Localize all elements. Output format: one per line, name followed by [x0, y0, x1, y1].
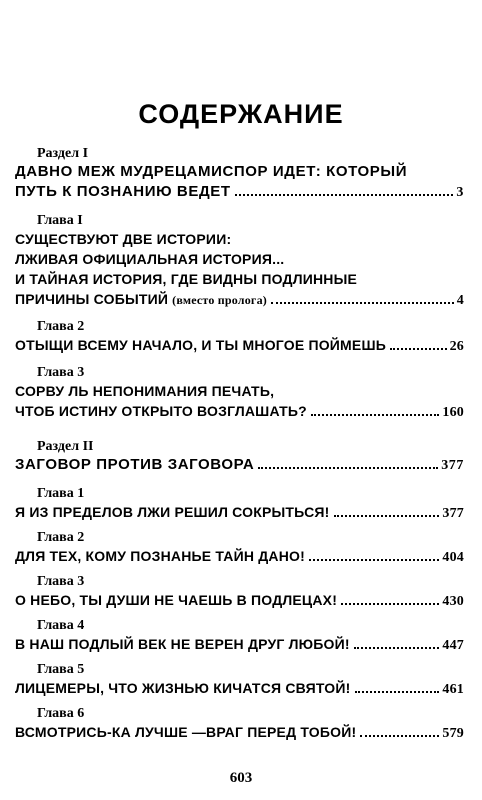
chapter-label: Глава 3: [37, 365, 85, 380]
toc-entry-row: [15, 401, 464, 423]
toc-entry-title-line: ДАВНО МЕЖ МУДРЕЦАМИСПОР ИДЕТ: КОТОРЫЙ: [15, 163, 408, 180]
toc-entry-row: [15, 546, 464, 568]
dot-leader: [271, 302, 454, 304]
toc-entry-title-line: В НАШ ПОДЛЫЙ ВЕК НЕ ВЕРЕН ДРУГ ЛЮБОЙ!: [15, 636, 350, 652]
page-ref: 579: [442, 726, 464, 741]
dot-leader: [309, 559, 439, 561]
toc-chapter-s2-6: [15, 706, 464, 744]
section-label: Раздел II: [37, 439, 94, 454]
dot-leader: [235, 194, 454, 196]
dot-leader: [390, 348, 447, 350]
toc-section-1: [15, 146, 464, 203]
chapter-label: Глава 2: [37, 530, 85, 545]
toc-chapter-1: [15, 213, 464, 311]
page-number: 603: [229, 770, 253, 786]
toc-entry-title-line: И ТАЙНАЯ ИСТОРИЯ, ГДЕ ВИДНЫ ПОДЛИННЫЕ: [15, 271, 358, 287]
toc-entry-row: [15, 590, 464, 612]
toc-entry-title-line: О НЕБО, ТЫ ДУШИ НЕ ЧАЕШЬ В ПОДЛЕЦАХ!: [15, 592, 338, 608]
dot-leader: [341, 603, 439, 605]
toc-entry-title-line: СУЩЕСТВУЮТ ДВЕ ИСТОРИИ:: [15, 231, 232, 247]
dot-leader: [258, 467, 438, 469]
page-ref: 404: [442, 550, 464, 565]
toc-entry-row: [15, 722, 464, 744]
dot-leader: [311, 414, 440, 416]
toc-entry-row: [15, 634, 464, 656]
toc-entry-row: [15, 455, 464, 476]
page-ref: 377: [441, 458, 464, 473]
toc-chapter-s2-3: [15, 574, 464, 612]
toc-entry-title-line: Я ИЗ ПРЕДЕЛОВ ЛЖИ РЕШИЛ СОКРЫТЬСЯ!: [15, 504, 330, 520]
dot-leader: [360, 735, 439, 737]
page-ref: 160: [442, 405, 464, 420]
chapter-label: Глава 5: [37, 662, 85, 677]
toc-chapter-2: [15, 319, 464, 357]
page-ref: 377: [442, 506, 464, 521]
toc-entry-title-line: ОТЫЩИ ВСЕМУ НАЧАЛО, И ТЫ МНОГОЕ ПОЙМЕШЬ: [15, 337, 386, 353]
page-ref: 4: [456, 293, 464, 308]
dot-leader: [354, 647, 440, 649]
toc-entry-title-line: ЛЖИВАЯ ОФИЦИАЛЬНАЯ ИСТОРИЯ...: [15, 251, 285, 267]
page-ref: 26: [449, 339, 464, 354]
chapter-label: Глава 3: [37, 574, 85, 589]
toc-entry-row: [15, 335, 464, 357]
page-title: СОДЕРЖАНИЕ: [138, 99, 344, 129]
toc-entry-title-line: ПРИЧИНЫ СОБЫТИЙ: [15, 291, 169, 307]
toc-entry-title-line: ЛИЦЕМЕРЫ, ЧТО ЖИЗНЬЮ КИЧАТСЯ СВЯТОЙ!: [15, 680, 351, 696]
toc-entry-title-line: ДЛЯ ТЕХ, КОМУ ПОЗНАНЬЕ ТАЙН ДАНО!: [15, 548, 305, 564]
page-ref: 3: [456, 185, 464, 200]
chapter-label: Глава 1: [37, 486, 85, 501]
toc-entry-row: [15, 678, 464, 700]
toc-entry-row: [15, 502, 464, 524]
toc-entry-row: [15, 289, 464, 311]
dot-leader: [355, 691, 440, 693]
chapter-label: Глава I: [37, 213, 83, 228]
table-of-contents: [15, 146, 464, 744]
toc-entry-row: [15, 182, 464, 203]
toc-entry-title-line: ЗАГОВОР ПРОТИВ ЗАГОВОРА: [15, 456, 255, 473]
toc-chapter-s2-2: [15, 530, 464, 568]
section-label: Раздел I: [37, 146, 89, 161]
chapter-label: Глава 6: [37, 706, 85, 721]
chapter-label: Глава 2: [37, 319, 85, 334]
toc-section-2: [15, 439, 464, 476]
toc-entry-title-line: ПУТЬ К ПОЗНАНИЮ ВЕДЕТ: [15, 183, 231, 200]
chapter-label: Глава 4: [37, 618, 85, 633]
toc-entry-title-line: ВСМОТРИСЬ-КА ЛУЧШЕ —ВРАГ ПЕРЕД ТОБОЙ!: [15, 724, 357, 740]
toc-chapter-s2-4: [15, 618, 464, 656]
page-ref: 430: [442, 594, 464, 609]
toc-entry-note: (вместо пролога): [172, 293, 267, 307]
page-ref: 461: [442, 682, 464, 697]
toc-chapter-s2-1: [15, 486, 464, 524]
toc-entry-title-line: СОРВУ ЛЬ НЕПОНИМАНИЯ ПЕЧАТЬ,: [15, 383, 275, 399]
dot-leader: [334, 515, 440, 517]
page-ref: 447: [442, 638, 464, 653]
toc-chapter-3: [15, 365, 464, 423]
toc-chapter-s2-5: [15, 662, 464, 700]
toc-entry-title-line: ЧТОБ ИСТИНУ ОТКРЫТО ВОЗГЛАШАТЬ?: [15, 403, 307, 419]
